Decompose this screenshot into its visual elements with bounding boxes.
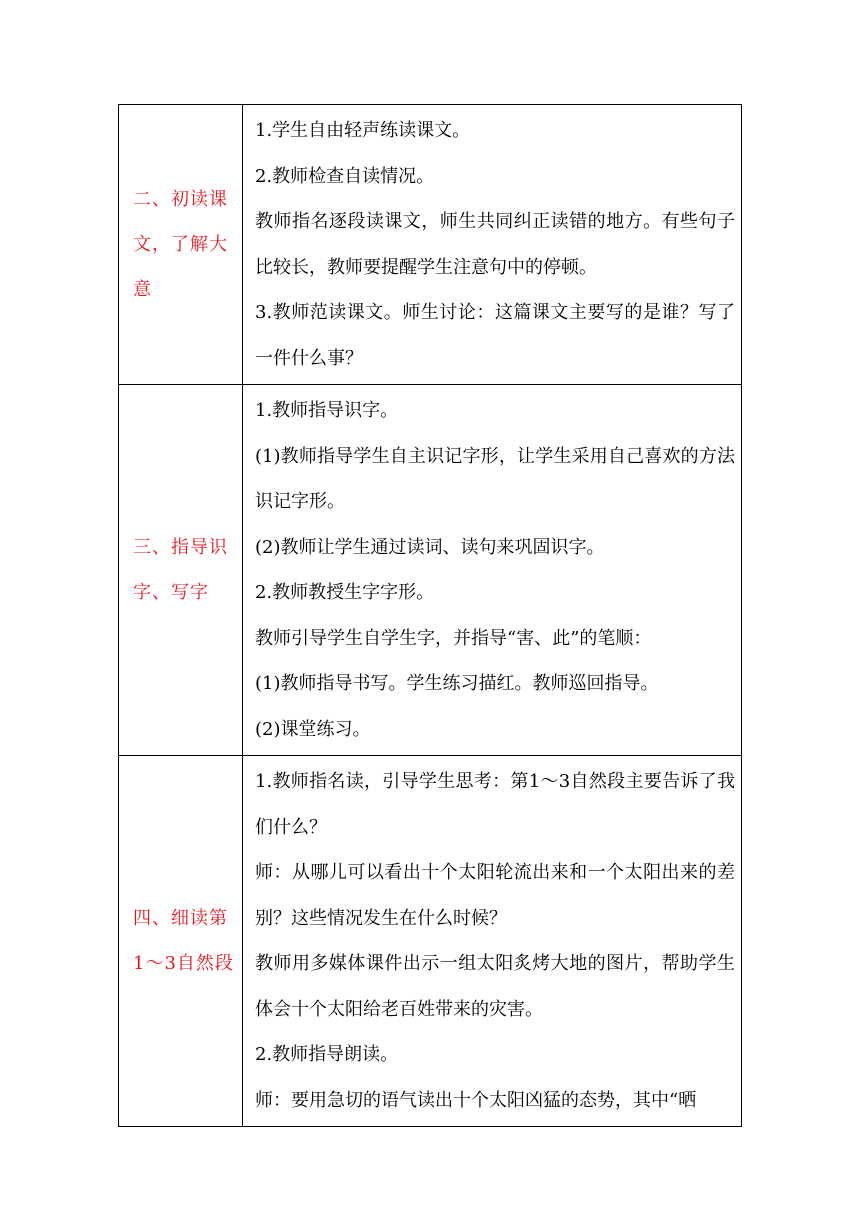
step-title: 二、初读课文，了解大意 <box>119 105 243 385</box>
content-line: 教师指名逐段读课文，师生共同纠正读错的地方。有些句子比较长，教师要提醒学生注意句中的停顿。 <box>255 211 735 278</box>
content-line: 1.教师指名读，引导学生思考：第1～3自然段主要告诉了我们什么？ <box>255 771 735 838</box>
step-content <box>243 385 742 756</box>
content-line: (1)教师指导书写。学生练习描红。教师巡回指导。 <box>255 673 659 694</box>
table-row <box>119 385 742 756</box>
content-line: 1.学生自由轻声练读课文。 <box>255 120 471 141</box>
content-line: 1.教师指导识字。 <box>255 400 399 421</box>
content-line: (1)教师指导学生自主识记字形，让学生采用自己喜欢的方法识记字形。 <box>255 445 735 512</box>
content-line: 教师用多媒体课件出示一组太阳炙烤大地的图片，帮助学生体会十个太阳给老百姓带来的灾害。 <box>255 953 735 1020</box>
table-row <box>119 105 742 385</box>
content-line: 师：要用急切的语气读出十个太阳凶猛的态势，其中“晒 <box>255 1089 697 1111</box>
content-line: 2.教师检查自读情况。 <box>255 165 435 187</box>
step-title: 三、指导识字、写字 <box>119 385 243 756</box>
lesson-plan-table <box>118 104 742 1127</box>
content-line: (2)课堂练习。 <box>255 718 371 740</box>
step-content <box>243 756 742 1127</box>
content-line: 3.教师范读课文。师生讨论：这篇课文主要写的是谁？写了一件什么事？ <box>255 302 735 369</box>
table-row <box>119 756 742 1127</box>
content-line: 2.教师指导朗读。 <box>255 1044 399 1065</box>
content-line: 2.教师教授生字字形。 <box>255 582 435 603</box>
step-title: 四、细读第1～3自然段 <box>119 756 243 1127</box>
content-line: (2)教师让学生通过读词、读句来巩固识字。 <box>255 536 605 558</box>
content-line: 教师引导学生自学生字，并指导“害、此”的笔顺： <box>255 627 652 649</box>
step-content <box>243 105 742 385</box>
content-line: 师：从哪儿可以看出十个太阳轮流出来和一个太阳出来的差别？这些情况发生在什么时候？ <box>255 862 735 929</box>
